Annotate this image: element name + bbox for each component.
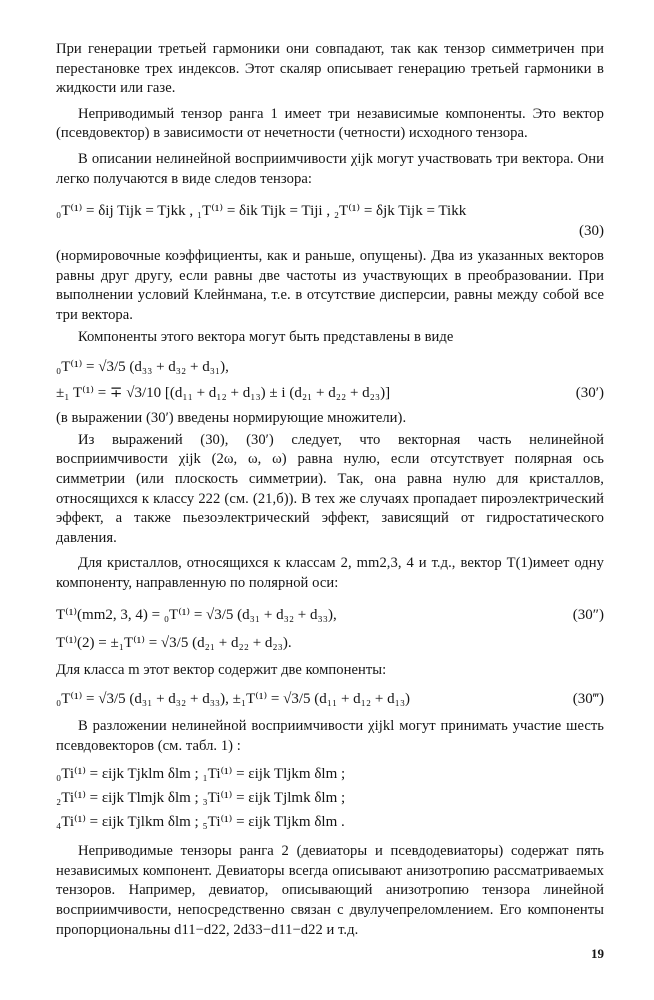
paragraph-7: Из выражений (30), (30′) следует, что векторная часть нелинейной восприимчивости χijk (2ω, ω, ω) равна нулю, если отсутствует полярная ось симметрии (или плоскость симметрии). Так, она равна нулю для кристаллов, относящихся к классу 222 (см. (21,б)). В тех же случаях пропадает пироэлектрический эффект, а также пьезоэлектрический эффект, зависящий от гидростатического давления.: [56, 431, 604, 546]
equation-30pp-line-1: [56, 605, 604, 625]
page-number: 19: [591, 946, 604, 961]
paragraph-3: В описании нелинейной восприимчивости χijk могут участвовать три вектора. Они легко получаются в виде следов тензора:: [56, 150, 604, 187]
pseudovector-1: ₀Ti⁽¹⁾ = εijk Tjklm δlm ; ₁Ti⁽¹⁾ = εijk Tljkm δlm ;: [56, 766, 346, 783]
equation-30p-b: ±₁ T⁽¹⁾ = ∓ √3/10 [(d₁₁ + d₁₂ + d₁₃) ± i (d₂₁ + d₂₂ + d₂₃)]: [56, 385, 391, 402]
page-content: [56, 40, 604, 942]
equation-30pp-b: T⁽¹⁾(2) = ±₁T⁽¹⁾ = √3/5 (d₂₁ + d₂₂ + d₂₃).: [56, 635, 292, 652]
equation-30pp-a: T⁽¹⁾(mm2, 3, 4) = ₀T⁽¹⁾ = √3/5 (d₃₁ + d₃₂ + d₃₃),: [56, 607, 337, 624]
paragraph-9: Для класса m этот вектор содержит две компоненты:: [56, 662, 387, 679]
equation-30pp-number: (30″): [572, 607, 604, 624]
paragraph-4: (нормировочные коэффициенты, как и раньше, опущены). Два из указанных векторов равны друг другу, если равны две частоты из участвующих в преобразовании. При выполнении условий Клейнмана, т.е. в отсутствие дисперсии, равны между собой все три вектора.: [56, 248, 604, 323]
paragraph-1: При генерации третьей гармоники они совпадают, так как тензор симметричен при перестановке трех индексов. Этот скаляр описывает генерацию третьей гармоники в жидкости или газе.: [56, 41, 604, 97]
equation-30p-line-1: [56, 357, 604, 377]
pseudovector-2: ₂Ti⁽¹⁾ = εijk Tlmjk δlm ; ₃Ti⁽¹⁾ = εijk Tjlmk δlm ;: [56, 790, 346, 807]
equation-30ppp-body: ₀T⁽¹⁾ = √3/5 (d₃₁ + d₃₂ + d₃₃), ±₁T⁽¹⁾ = √3/5 (d₁₁ + d₁₂ + d₁₃): [56, 691, 411, 708]
pseudovector-line-3: [56, 812, 604, 832]
equation-30pp-line-2: [56, 633, 604, 653]
equation-30-body: ₀T⁽¹⁾ = δij Tijk = Tjkk , ₁T⁽¹⁾ = δik Tijk = Tiji , ₂T⁽¹⁾ = δjk Tijk = Tikk: [56, 203, 467, 220]
paragraph-5: Компоненты этого вектора могут быть представлены в виде: [78, 328, 454, 345]
pseudovector-line-2: [56, 788, 604, 808]
paragraph-8: Для кристаллов, относящихся к классам 2, mm2,3, 4 и т.д., вектор T(1)имеет одну компоненту, направленную по полярной оси:: [56, 555, 604, 591]
equation-30p-number: (30′): [575, 385, 604, 402]
equation-30p-line-2: [56, 383, 604, 403]
paragraph-11: Неприводимые тензоры ранга 2 (девиаторы и псевдодевиаторы) содержат пять независимых компонент. Девиаторы всегда описывают анизотропию рассматриваемых тензоров. Например, девиатор, описывающий анизотропию тензора линейной восприимчивости, непосредственно связан с двулучепреломлением. Его компоненты пропорциональны d11−d22, 2d33−d11−d22 и т.д.: [56, 843, 604, 938]
pseudovector-line-1: [56, 764, 604, 784]
paragraph-6: (в выражении (30′) введены нормирующие множители).: [56, 410, 407, 427]
equation-30ppp-number: (30‴): [572, 691, 604, 708]
paragraph-2: Неприводимый тензор ранга 1 имеет три независимые компоненты. Это вектор (псевдовектор) в зависимости от нечетности (четности) исходного тензора.: [56, 105, 604, 142]
pseudovector-3: ₄Ti⁽¹⁾ = εijk Tjlkm δlm ; ₅Ti⁽¹⁾ = εijk Tljkm δlm .: [56, 814, 345, 831]
equation-30-number: (30): [579, 223, 604, 240]
equation-30ppp: [56, 689, 604, 709]
paragraph-10: В разложении нелинейной восприимчивости χijkl могут принимать участие шесть псевдовекторов (см. табл. 1) :: [56, 718, 604, 754]
equation-30: [56, 201, 604, 221]
equation-30-label: [56, 221, 604, 241]
equation-30p-a: ₀T⁽¹⁾ = √3/5 (d₃₃ + d₃₂ + d₃₁),: [56, 359, 229, 376]
